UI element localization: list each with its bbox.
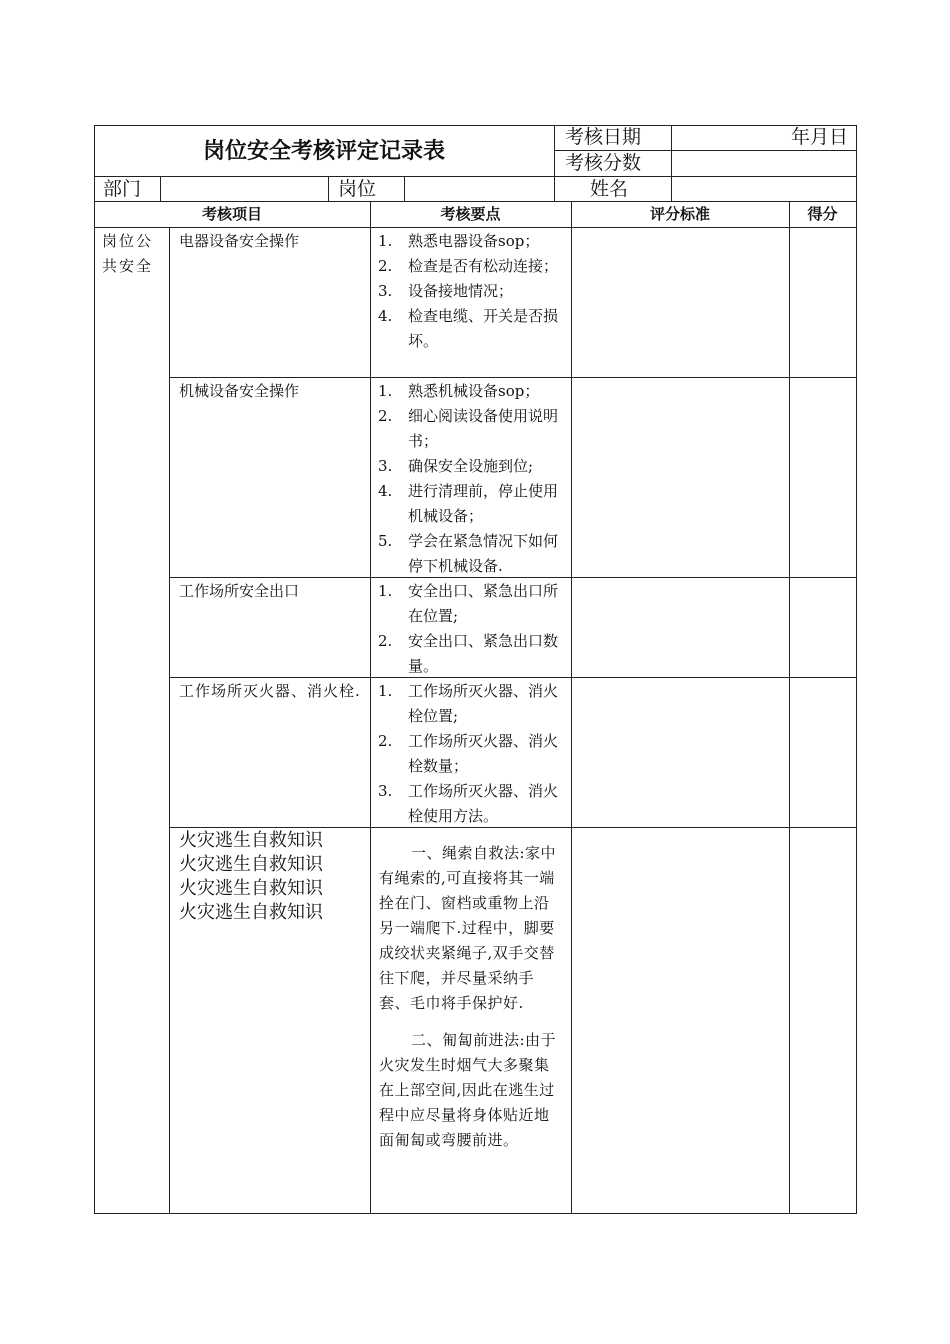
fire-escape-line: 火灾逃生自救知识 — [179, 830, 323, 851]
post-label: 岗位 — [338, 178, 377, 200]
row-item-fire-escape — [179, 829, 365, 925]
column-header-points: 考核要点 — [440, 205, 501, 223]
list-item: 2. 细心阅读设备使用说明书； — [378, 407, 559, 450]
page-title: 岗位安全考核评定记录表 — [202, 138, 445, 164]
row-item-electrical: 电器设备安全操作 — [179, 232, 300, 250]
category-label: 岗位公共安全 — [102, 232, 154, 275]
list-item: 3. 设备接地情况； — [378, 282, 514, 300]
dept-label: 部门 — [103, 178, 142, 200]
list-item: 4. 进行清理前，停止使用机械设备； — [378, 482, 559, 525]
score-label: 考核分数 — [565, 152, 642, 174]
column-header-criteria: 评分标准 — [649, 205, 710, 223]
row-points-fire-escape — [379, 841, 562, 1165]
row-points-electrical — [378, 229, 566, 354]
date-value: 年月日 — [790, 126, 848, 148]
list-item: 2. 安全出口、紧急出口数量。 — [378, 632, 559, 675]
row-points-extinguishers — [378, 679, 566, 829]
crawl-escape-paragraph: 二、匍匐前进法:由于火灾发生时烟气大多聚集在上部空间,因此在逃生过程中应尽量将身体贴近地面匍匐或弯腰前进。 — [379, 1031, 557, 1149]
column-header-item: 考核项目 — [201, 205, 262, 223]
row-points-mechanical — [378, 379, 566, 579]
list-item: 5. 学会在紧急情况下如何停下机械设备. — [378, 532, 559, 575]
fire-escape-line: 火灾逃生自救知识 — [179, 854, 323, 875]
list-item: 1. 熟悉机械设备sop； — [378, 382, 540, 400]
list-item: 1. 安全出口、紧急出口所在位置; — [378, 582, 559, 625]
list-item: 3. 确保安全设施到位; — [378, 457, 534, 475]
row-item-mechanical: 机械设备安全操作 — [179, 382, 300, 400]
name-label: 姓名 — [590, 178, 629, 200]
list-item: 2. 工作场所灭火器、消火栓数量； — [378, 732, 559, 775]
list-item: 3. 工作场所灭火器、消火栓使用方法。 — [378, 782, 559, 825]
row-item-exits: 工作场所安全出口 — [179, 582, 300, 600]
fire-escape-line: 火灾逃生自救知识 — [179, 902, 323, 923]
list-item: 1. 工作场所灭火器、消火栓位置; — [378, 682, 559, 725]
column-header-score: 得分 — [807, 205, 838, 223]
fire-escape-line: 火灾逃生自救知识 — [179, 878, 323, 899]
row-item-extinguishers: 工作场所灭火器、消火栓. — [179, 682, 361, 700]
rope-escape-paragraph: 一、绳索自救法:家中有绳索的,可直接将其一端拴在门、窗档或重物上沿另一端爬下.过程中，脚要成绞状夹紧绳子,双手交替往下爬，并尽量采纳手套、毛巾将手保护好. — [379, 844, 557, 1012]
list-item: 4. 检查电缆、开关是否损坏。 — [378, 307, 559, 350]
list-item: 2. 检查是否有松动连接； — [378, 257, 559, 275]
date-label: 考核日期 — [565, 126, 642, 148]
row-points-exits — [378, 579, 566, 679]
list-item: 1. 熟悉电器设备sop； — [378, 232, 540, 250]
